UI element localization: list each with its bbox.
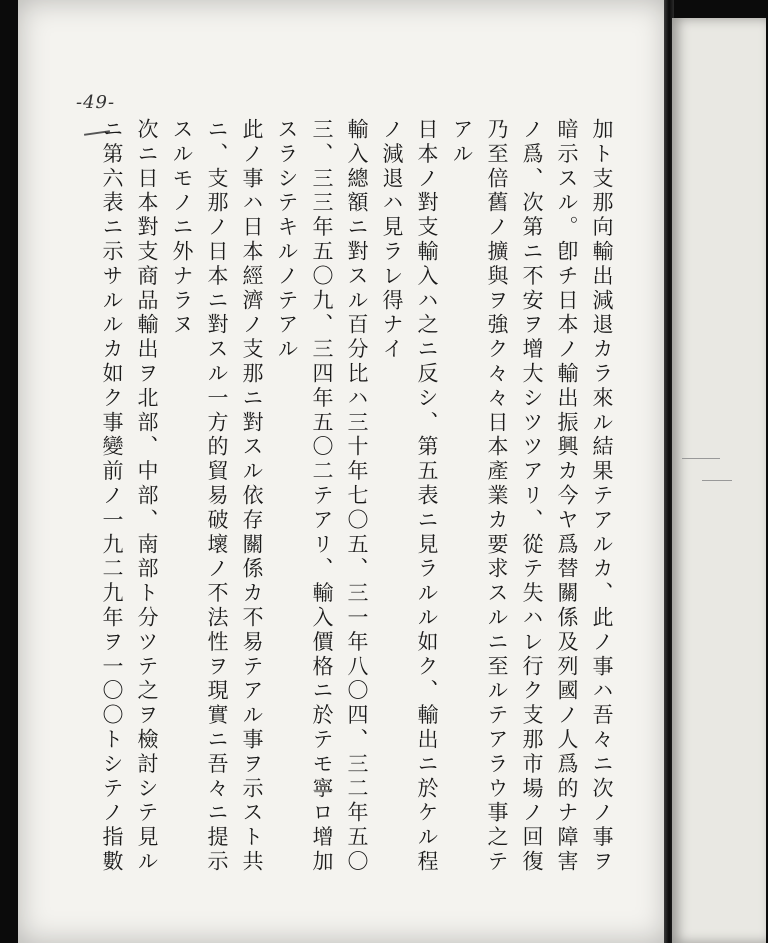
text-column-14: 次ニ日本對支商品輸出ヲ北部、中部、南部ト分ツテ之ヲ檢討シテ見ル — [135, 118, 159, 875]
text-column-4: 乃至倍舊ノ擴與ヲ強ク々々日本產業カ要求スルニ至ルテアラウ事之テ — [485, 118, 509, 875]
text-column-1: 加ト支那向輸出減退カラ來ル結果テアルカ、此ノ事ハ吾々ニ次ノ事ヲ — [590, 118, 614, 875]
adjacent-page — [672, 18, 766, 943]
text-column-11: 此ノ事ハ日本經濟ノ支那ニ對スル依存關係カ不易テアル事ヲ示スト共 — [240, 118, 264, 875]
page-number: -49- — [76, 92, 116, 113]
text-column-6: 日本ノ對支輸入ハ之ニ反シ、第五表ニ見ラルル如ク、輸出ニ於ケル程 — [415, 118, 439, 875]
text-column-7: ノ減退ハ見ラレ得ナイ — [380, 118, 404, 362]
text-column-3: ノ爲、次第ニ不安ヲ增大シツツアリ、從テ失ハレ行ク支那市場ノ回復 — [520, 118, 544, 875]
bleed-mark — [682, 458, 720, 459]
text-column-15: ニ第六表ニ示サルルカ如ク事變前ノ一九二九年ヲ一〇〇トシテノ指數 — [100, 118, 124, 875]
text-column-5: アル — [450, 118, 474, 167]
text-column-8: 輸入總額ニ對スル百分比ハ三十年七〇五、三一年八〇四、三二年五〇 — [345, 118, 369, 875]
bleed-mark — [702, 480, 732, 481]
document-page — [18, 0, 668, 943]
text-column-13: スルモノニ外ナラヌ — [170, 118, 194, 338]
text-column-12: ニ、支那ノ日本ニ對スル一方的貿易破壞ノ不法性ヲ現實ニ吾々ニ提示 — [205, 118, 229, 875]
text-column-10: スラシテキルノテアル — [275, 118, 299, 362]
text-column-2: 暗示スル。卽チ日本ノ輸出振興カ今ヤ爲替關係及列國ノ人爲的ナ障害 — [555, 118, 579, 875]
text-column-9: 三、三三年五〇九、三四年五〇二テアリ、輸入價格ニ於テモ寧ロ增加 — [310, 118, 334, 875]
